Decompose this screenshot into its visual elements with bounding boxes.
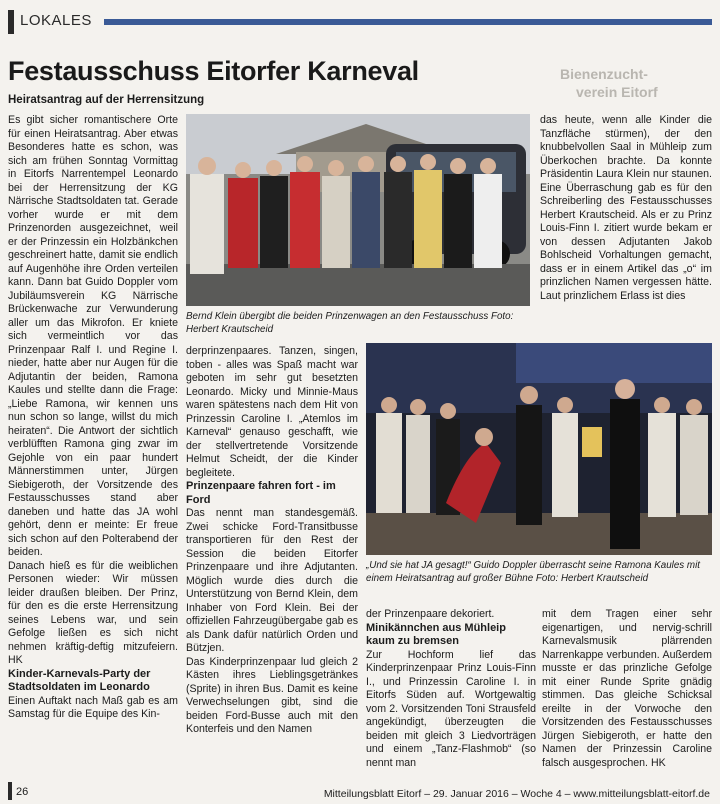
col4-paragraph-1: mit dem Tragen einer sehr eigenartigen, und nervig-schrill Karnevalsmusik plärrenden Narrenkappe verbunden. Außerdem musste er das prinzliche Gefolge mit einer Runde Sprite gnädig stimmen. Das gleiche Schicksal ereilte in der Vorwoche den Vorsitzenden des Festausschusses Jürgen Siebigeroth, er hatte den Namen der Prinzessin Caroline falsch ausgesprochen. HK	[542, 608, 712, 769]
article-subheadline: Heiratsantrag auf der Herrensitzung	[8, 94, 205, 106]
section-marker	[8, 10, 14, 34]
photo-vehicle-handover-image	[186, 114, 530, 306]
section-label: LOKALES	[20, 12, 92, 29]
col2-paragraph-3: Das Kinderprinzenpaar lud gleich 2 Kästen ihres Lieblingsgetränkes (Sprite) in ihren Bus. Damit es keine Verwechselungen gibt, sind die beiden Ford-Busse auch mit den Konterfeis und den Namen	[186, 655, 358, 735]
col3-paragraph-2: Zur Hochform lief das Kinderprinzenpaar Prinz Louis-Finn I., und Prinzessin Caroline I. in Eitorfs Süden auf. Wortgewaltig vom 2. Vorsitzenden Toni Strausfeld angekündigt, überzeugten die beiden mit gleich 3 Liedvorträgen und einem „Tanz-Flashmob“ (so nennt man	[366, 648, 536, 769]
column-1	[8, 114, 178, 722]
section-rule	[104, 19, 712, 25]
bleed-text-1: Bienenzucht-	[560, 66, 648, 82]
column-right-top	[540, 114, 712, 303]
col3-heading-minikaennchen: Minikännchen aus Mühleip kaum zu bremsen	[366, 621, 506, 647]
col2-paragraph-2: Das nennt man standesgemäß. Zwei schicke Ford-Transitbusse transportieren für den Rest der Session die beiden Eitorfer Prinzenpaare und ihre Adjutanten. Möglich wurde dies durch die Unterstützung von Bernd Klein, dem Inhaber von Ford Klein. Bei der offiziellen Fahrzeugübergabe gab es als Dank dafür natürlich Orden und Bützjen.	[186, 507, 358, 654]
footer-marker	[8, 782, 12, 800]
photo-caption-1: Bernd Klein übergibt die beiden Prinzenwagen an den Festausschuss Foto: Herbert Krautscheid	[186, 311, 514, 335]
article-headline: Festausschuss Eitorfer Karneval	[8, 56, 419, 86]
col-right-paragraph-1: das heute, wenn alle Kinder die Tanzfläche stürmen), der den knubbelvollen Saal in Mühleip zum Überkochen brachte. Da konnte Präsidentin Laura Klein nur staunen. Eine Überraschung gab es für den Schreiberling des Festausschusses Herbert Krautscheid. Als er zu Prinz Louis-Finn I. zitiert wurde bekam er von dessen Adjutanten Jakob Bohlscheid Vorhaltungen gemacht, dass er in einem Artikel das „o“ im prinzlichen Namen vergessen hätte. Laut prinzlichem Erlass ist dies	[540, 114, 712, 302]
photo-marriage-proposal	[366, 343, 712, 555]
col2-heading-ford: Prinzenpaare fahren fort - im Ford	[186, 480, 336, 506]
col3-paragraph-1: der Prinzenpaare dekoriert.	[366, 608, 495, 620]
photo-caption-2: „Und sie hat JA gesagt!“ Guido Doppler überrascht seine Ramona Kaules mit einem Heiratsantrag auf großer Bühne Foto: Herbert Krautscheid	[366, 560, 700, 584]
photo-marriage-proposal-image	[366, 343, 712, 555]
column-2	[186, 345, 358, 737]
col1-paragraph-3: Einen Auftakt nach Maß gab es am Samstag für die Equipe des Kin-	[8, 694, 178, 720]
col1-paragraph-1: Es gibt sicher romantischere Orte für einen Heiratsantrag. Aber etwas Besonderes hatte es schon, was sich am frühen Sonntag Vormittag in Eitorfs Narrentempel Leonardo bei der Herrensitzung der KG Närrische Stadtsoldaten tat. Gerade vorher wurde er mit dem Prinzenorden ausgezeichnet, weil er der Prinzessin ein Holzbänkchen geschreinert hatte, damit sie endlich auf Augenhöhe ihre Orden verteilen kann. Dann bat Guido Doppler vom Jubiläumsverein KG Närrische Brückenwache zur Verwunderung aller um das Mikrofon. Er kniete sich vermeintlich vor das Prinzenpaar Ralf I. und Regine I. nieder, hatte aber nur Augen für die Adjutantin der beiden, Ramona Kaules und stellte dann die Frage: „Liebe Ramona, wir kennen uns nun schon so lange, willst du mich heiraten“. Die Antwort der sichtlich verblüfften Ramona ging zwar im Gejohle von ein paar hundert Männerstimmen unter, Jürgen Siebigeroth, der Vorsitzende des Festausschusses stand aber daneben und hatte das JA wohl gehört, denn er meinte: Er freue sich schon auf den Polterabend der beiden.	[8, 114, 178, 558]
col1-heading-kinder-party: Kinder-Karnevals-Party der Stadtsoldaten im Leonardo	[8, 667, 151, 693]
col1-paragraph-2: Danach hieß es für die weiblichen Personen wieder: Wir müssen leider draußen bleiben. Der Prinz, für den es die erste Herrensitzung seines Lebens war, und sein Gefolge ließen es sich nicht nehmen kräftig-deftig mitzufeiern. HK	[8, 559, 178, 666]
photo-vehicle-handover	[186, 114, 530, 306]
column-4	[542, 608, 712, 770]
footer-publication-line: Mitteilungsblatt Eitorf – 29. Januar 2016 – Woche 4 – www.mitteilungsblatt-eitorf.de	[323, 788, 710, 800]
bleed-text-2: verein Eitorf	[576, 84, 658, 100]
col2-paragraph-1: derprinzenpaares. Tanzen, singen, toben - alles was Spaß macht war geboten im sehr gut besetzten Leonardo. Micky und Minnie-Maus waren spätestens nach dem Hit von Prinzessin Caroline I. „Atemlos im Karneval“ genauso geschafft, wie der stellvertretende Vorsitzende Helmut Scheidt, der die Kinder begleitete.	[186, 345, 358, 479]
page-number: 26	[16, 786, 29, 798]
column-3	[366, 608, 536, 770]
